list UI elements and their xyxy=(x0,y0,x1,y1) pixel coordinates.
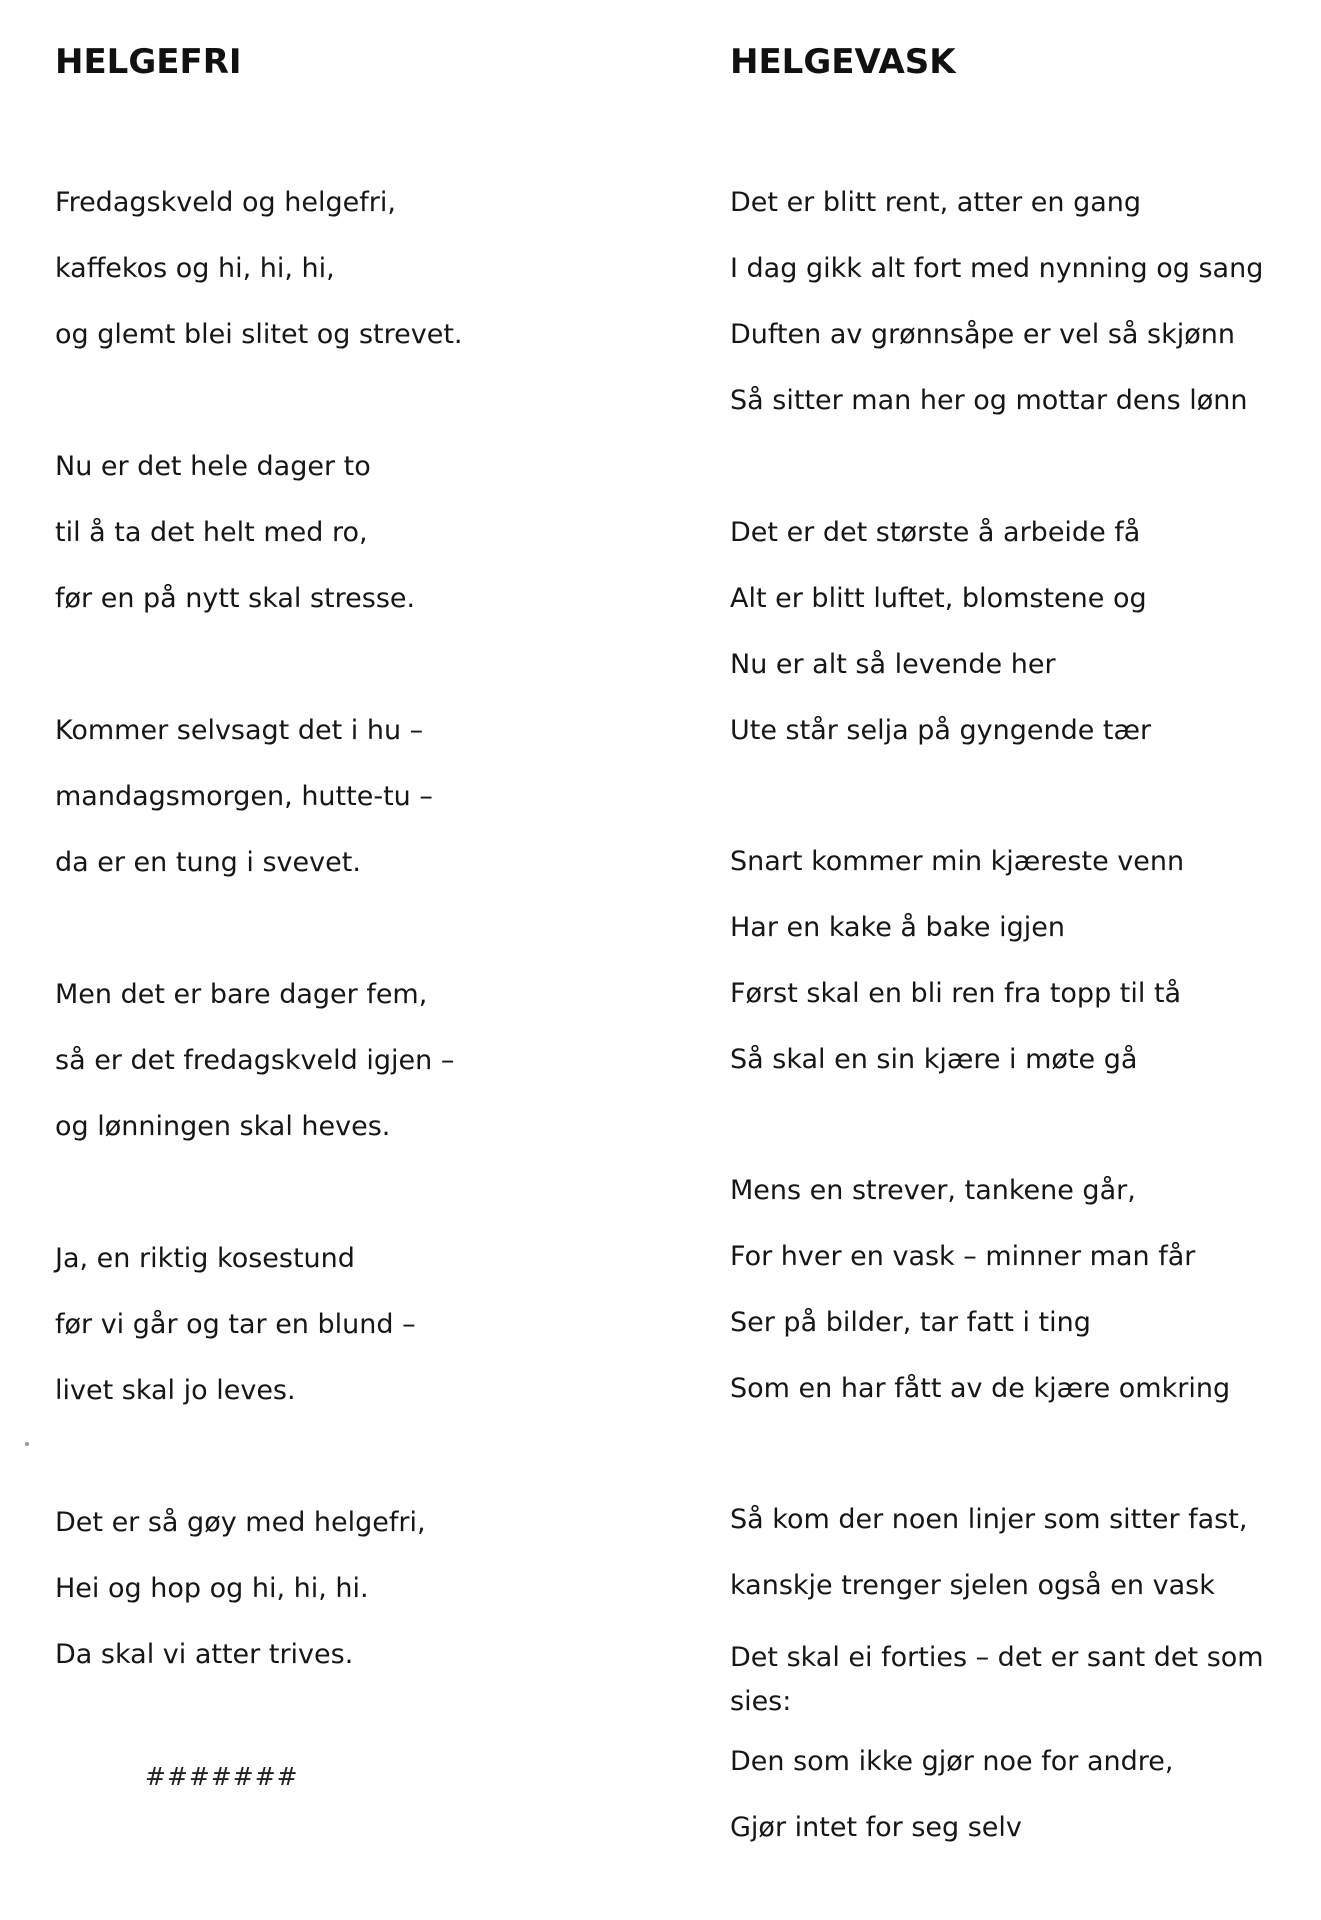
poem-line: og lønningen skal heves. xyxy=(55,1111,391,1142)
stanza xyxy=(55,1507,426,1705)
poem-line: Det er så gøy med helgefri, xyxy=(55,1507,426,1538)
poem-line: Som en har fått av de kjære omkring xyxy=(730,1373,1231,1404)
poem-line: Men det er bare dager fem, xyxy=(55,979,428,1010)
poem-line: og glemt blei slitet og strevet. xyxy=(55,319,463,350)
poem-line: Ser på bilder, tar fatt i ting xyxy=(730,1307,1091,1338)
poem-line: Nu er det hele dager to xyxy=(55,451,371,482)
poem-line: kanskje trenger sjelen også en vask xyxy=(730,1570,1215,1601)
poem-line: så er det fredagskveld igjen – xyxy=(55,1045,455,1076)
stanza xyxy=(730,1175,1230,1439)
stanza xyxy=(55,187,463,385)
stanza xyxy=(55,1243,416,1441)
stanza xyxy=(730,1504,1270,1878)
poem-line: Mens en strever, tankene går, xyxy=(730,1175,1136,1206)
poem-line: Så skal en sin kjære i møte gå xyxy=(730,1044,1138,1075)
poem-line: Først skal en bli ren fra topp til tå xyxy=(730,978,1182,1009)
end-mark: ####### xyxy=(145,1762,299,1791)
poem-line: Så kom der noen linjer som sitter fast, xyxy=(730,1504,1248,1535)
poem-title: HELGEFRI xyxy=(55,42,242,82)
poem-line: Den som ikke gjør noe for andre, xyxy=(730,1746,1174,1777)
poem-line: Gjør intet for seg selv xyxy=(730,1812,1022,1843)
poem-line: Duften av grønnsåpe er vel så skjønn xyxy=(730,319,1235,350)
stanza xyxy=(730,517,1151,781)
poem-line: Det er blitt rent, atter en gang xyxy=(730,187,1141,218)
poem-line: kaffekos og hi, hi, hi, xyxy=(55,253,335,284)
stanza xyxy=(55,451,415,649)
poem-line: Snart kommer min kjæreste venn xyxy=(730,846,1185,877)
poem-line: Alt er blitt luftet, blomstene og xyxy=(730,583,1147,614)
poem-line: I dag gikk alt fort med nynning og sang xyxy=(730,253,1264,284)
poem-line: Da skal vi atter trives. xyxy=(55,1639,354,1670)
poem-line: mandagsmorgen, hutte-tu – xyxy=(55,781,433,812)
stanza xyxy=(730,846,1184,1110)
poem-line: Nu er alt så levende her xyxy=(730,649,1056,680)
poem-line: Ja, en riktig kosestund xyxy=(55,1243,355,1274)
poem-title: HELGEVASK xyxy=(730,42,956,82)
poem-line: Ute står selja på gyngende tær xyxy=(730,715,1152,746)
poem-line: Det er det største å arbeide få xyxy=(730,517,1141,548)
stanza xyxy=(55,979,454,1177)
poem-line: før vi går og tar en blund – xyxy=(55,1309,416,1340)
poem-line: da er en tung i svevet. xyxy=(55,847,361,878)
stanza xyxy=(55,715,433,913)
poem-line: livet skal jo leves. xyxy=(55,1375,296,1406)
poem-line: Har en kake å bake igjen xyxy=(730,912,1065,943)
poem-line: før en på nytt skal stresse. xyxy=(55,583,416,614)
poem-line: For hver en vask – minner man får xyxy=(730,1241,1196,1272)
poem-line: Det skal ei forties – det er sant det som sies: xyxy=(730,1642,1264,1717)
poem-line: Hei og hop og hi, hi, hi. xyxy=(55,1573,369,1604)
stanza xyxy=(730,187,1263,451)
poem-line: til å ta det helt med ro, xyxy=(55,517,368,548)
poem-line: Kommer selvsagt det i hu – xyxy=(55,715,424,746)
scan-speck xyxy=(25,1442,29,1446)
poem-line: Fredagskveld og helgefri, xyxy=(55,187,396,218)
poem-line: Så sitter man her og mottar dens lønn xyxy=(730,385,1248,416)
